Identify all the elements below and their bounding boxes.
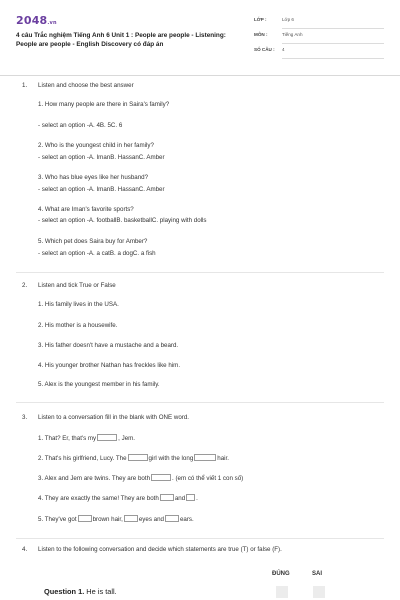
s4-question-1 bbox=[44, 587, 117, 596]
s1-question-5-select[interactable]: - select an option -A. a catB. a dogC. a fish bbox=[38, 250, 156, 257]
section-4 bbox=[0, 546, 400, 600]
s4-question-1-text: He is tall. bbox=[84, 587, 117, 596]
blank-input[interactable] bbox=[165, 515, 179, 522]
s2-item-5[interactable]: 5. Alex is the youngest member in his family. bbox=[38, 381, 160, 388]
s3-line-4-text-a: 4. They are exactly the same! They are both bbox=[38, 495, 159, 502]
s1-question-4: 4. What are Iman's favorite sports? bbox=[38, 206, 134, 213]
meta-lop-value: Lớp 6 bbox=[282, 17, 294, 22]
meta-mon bbox=[254, 29, 384, 44]
section-2-heading bbox=[22, 282, 392, 290]
meta-socau bbox=[254, 44, 384, 59]
column-false-header: SAI bbox=[312, 571, 323, 577]
document-title: 4 câu Trắc nghiệm Tiếng Anh 6 Unit 1 : People are people - Listening: People are people - English Discovery có đáp án bbox=[16, 32, 226, 49]
section-3-title: Listen to a conversation fill in the blank with ONE word. bbox=[38, 414, 189, 421]
blank-input[interactable] bbox=[78, 515, 92, 522]
s3-line-5-text-b: brown hair, bbox=[92, 516, 123, 523]
column-true-header: ĐÚNG bbox=[272, 571, 290, 577]
meta-socau-value: 4 bbox=[282, 47, 285, 52]
s3-line-4 bbox=[38, 494, 388, 503]
s1-question-3-select[interactable]: - select an option -A. ImanB. HassanC. Amber bbox=[38, 186, 165, 193]
s3-line-5-text-c: eyes and bbox=[138, 516, 164, 523]
meta-lop-label: LỚP : bbox=[254, 17, 267, 22]
s3-line-2-text-c: hair. bbox=[217, 455, 229, 462]
section-3 bbox=[0, 414, 400, 534]
section-1-heading bbox=[22, 82, 392, 90]
s3-line-5 bbox=[38, 515, 388, 524]
s3-line-5-text-a: 5. They've got bbox=[38, 516, 77, 523]
section-2-title: Listen and tick True or False bbox=[38, 282, 116, 289]
s2-item-2[interactable]: 2. His mother is a housewife. bbox=[38, 322, 118, 329]
true-checkbox[interactable] bbox=[276, 586, 288, 598]
s3-line-3 bbox=[38, 474, 388, 483]
section-1-title: Listen and choose the best answer bbox=[38, 82, 134, 89]
meta-lop bbox=[254, 14, 384, 29]
s4-question-1-label: Question 1. bbox=[44, 587, 85, 596]
meta-socau-label: SỐ CÂU : bbox=[254, 47, 275, 52]
s3-line-2-text-b: girl with the long bbox=[148, 455, 194, 462]
meta-mon-label: MÔN : bbox=[254, 32, 268, 37]
section-divider bbox=[16, 402, 384, 403]
s3-line-1-text-b: , Jem. bbox=[118, 435, 136, 442]
blank-input[interactable] bbox=[151, 474, 171, 481]
section-2-number: 2. bbox=[22, 282, 28, 289]
page-header bbox=[0, 0, 400, 76]
section-4-number: 4. bbox=[22, 546, 28, 553]
s3-line-2-text-a: 2. That's his girlfriend, Lucy. The bbox=[38, 455, 127, 462]
section-1 bbox=[0, 82, 400, 272]
logo-tld: .vn bbox=[47, 20, 57, 26]
s3-line-4-text-b: and bbox=[174, 495, 186, 502]
blank-input[interactable] bbox=[128, 454, 148, 461]
s2-item-4[interactable]: 4. His younger brother Nathan has freckles like him. bbox=[38, 362, 181, 369]
s1-question-3: 3. Who has blue eyes like her husband? bbox=[38, 174, 149, 181]
section-3-number: 3. bbox=[22, 414, 28, 421]
s1-question-2-select[interactable]: - select an option -A. ImanB. HassanC. Amber bbox=[38, 154, 165, 161]
section-divider bbox=[16, 272, 384, 273]
s1-question-2: 2. Who is the youngest child in her family? bbox=[38, 142, 154, 149]
s1-question-1: 1. How many people are there in Saira's family? bbox=[38, 101, 170, 108]
s2-item-3[interactable]: 3. His father doesn't have a mustache and a beard. bbox=[38, 342, 179, 349]
s3-line-5-text-d: ears. bbox=[179, 516, 194, 523]
s3-line-3-text-a: 3. Alex and Jem are twins. They are both bbox=[38, 475, 151, 482]
meta-mon-value: Tiếng Anh bbox=[282, 32, 303, 37]
s3-line-1 bbox=[38, 434, 388, 443]
section-3-heading bbox=[22, 414, 392, 422]
s3-line-4-text-c: . bbox=[196, 495, 198, 502]
false-checkbox[interactable] bbox=[313, 586, 325, 598]
s3-line-2 bbox=[38, 454, 388, 463]
s3-line-3-text-b: . (em có thể viết 1 con số) bbox=[172, 475, 244, 482]
s3-line-1-text-a: 1. That? Er, that's my bbox=[38, 435, 97, 442]
section-4-title: Listen to the following conversation and decide which statements are true (T) or false (F). bbox=[38, 546, 282, 553]
s1-question-4-select[interactable]: - select an option -A. footballB. basketballC. playing with dolls bbox=[38, 217, 207, 224]
blank-input[interactable] bbox=[186, 494, 195, 501]
section-1-number: 1. bbox=[22, 82, 28, 89]
section-4-heading bbox=[22, 546, 392, 554]
s1-question-1-select[interactable]: - select an option -A. 4B. 5C. 6 bbox=[38, 122, 123, 129]
site-logo[interactable] bbox=[16, 14, 57, 28]
blank-input[interactable] bbox=[124, 515, 138, 522]
blank-input[interactable] bbox=[97, 434, 117, 441]
section-divider bbox=[16, 538, 384, 539]
meta-socau-underline bbox=[282, 58, 384, 59]
blank-input[interactable] bbox=[194, 454, 216, 461]
blank-input[interactable] bbox=[160, 494, 174, 501]
s2-item-1[interactable]: 1. His family lives in the USA. bbox=[38, 301, 119, 308]
logo-text: 2048 bbox=[16, 14, 48, 27]
s1-question-5: 5. Which pet does Saira buy for Amber? bbox=[38, 238, 148, 245]
section-2 bbox=[0, 282, 400, 402]
